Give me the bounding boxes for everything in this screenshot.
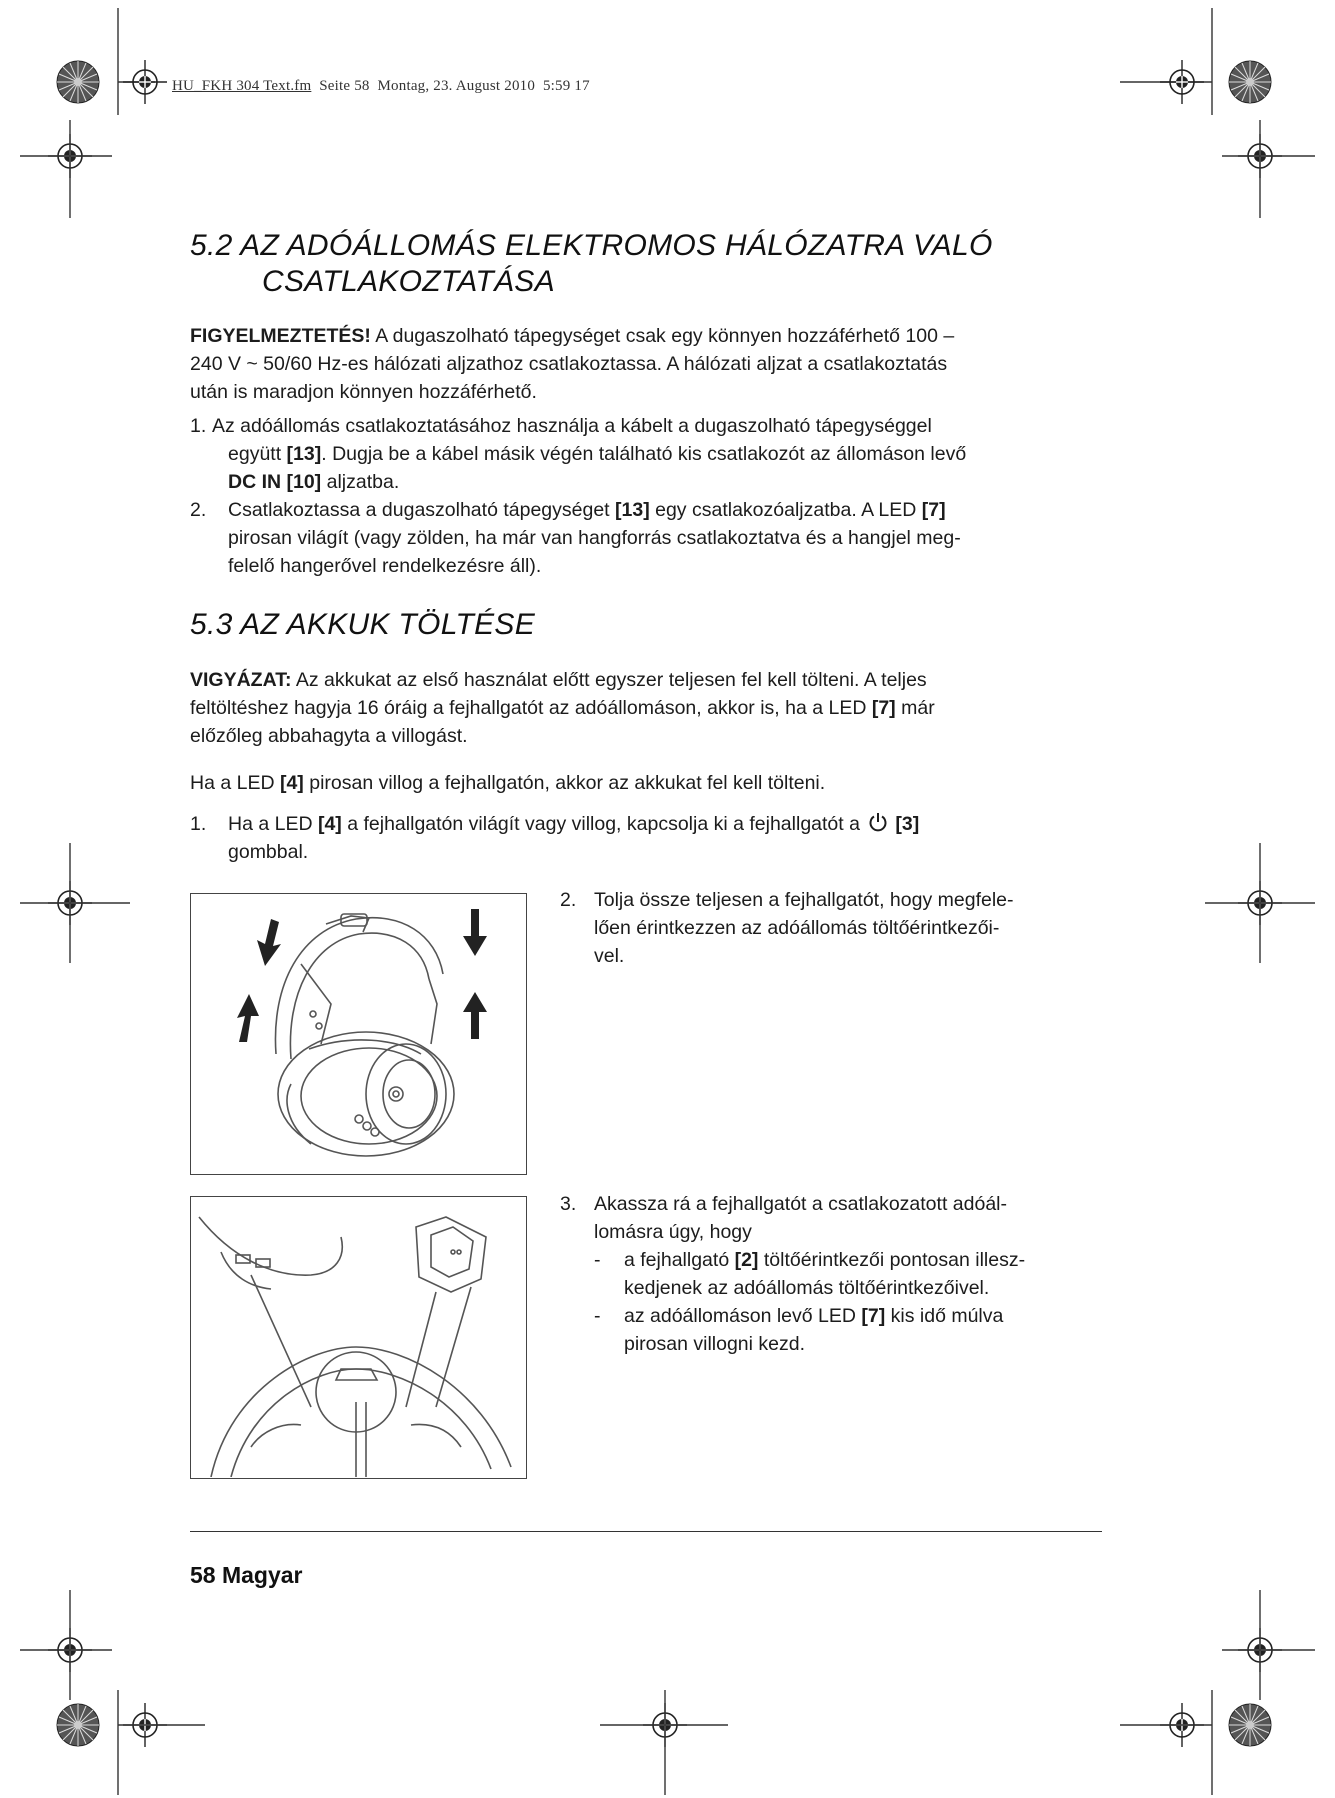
figure-headphones-folding xyxy=(190,893,527,1175)
caution-paragraph: VIGYÁZAT: Az akkukat az első használat előtt egyszer teljesen fel kell tölteni. A teljes feltöltéshez hagyja 16 óráig a fejhallgatót az adóállomáson, akkor is, ha a LED [7] már előzőleg abbahagyta a villogást. xyxy=(190,669,935,747)
section-52-number: 5.2 xyxy=(190,229,233,262)
color-calibration-wheel-icon xyxy=(1229,61,1271,103)
step-number: 1. xyxy=(190,813,207,835)
color-calibration-wheel-icon xyxy=(1229,1704,1271,1746)
figure-headphones-on-station xyxy=(190,1196,527,1479)
warning-text-2: 240 V ~ 50/60 Hz-es hálózati aljzathoz csatlakoztassa. A hálózati aljzat a csatlakoztatás xyxy=(190,353,948,375)
section-53-step-1 xyxy=(190,810,1110,866)
step-text-3: vel. xyxy=(594,945,625,967)
step-text-2: lomásra úgy, hogy xyxy=(594,1221,752,1243)
warning-text-3: után is maradjon könnyen hozzáférhető. xyxy=(190,381,537,403)
page-footer-label: 58 Magyar xyxy=(190,1562,303,1588)
section-52-step-2 xyxy=(190,496,1110,580)
section-53-heading xyxy=(190,607,535,643)
step-text-3: felelő hangerővel rendelkezésre áll). xyxy=(228,555,542,577)
section-52-title-line2: CSATLAKOZTATÁSA xyxy=(262,265,555,298)
step-text-1: Csatlakoztassa a dugaszolható tápegységet [13] egy csatlakozóaljzatba. A LED [7] xyxy=(228,499,946,521)
bullet-item: - az adóállomáson levő LED [7] kis idő múlva pirosan villogni kezd. xyxy=(594,1305,1004,1355)
section-53-number: 5.3 xyxy=(190,608,233,641)
slug-file: HU_FKH 304 Text.fm xyxy=(172,78,312,94)
section-52-title-line1: AZ ADÓÁLLOMÁS ELEKTROMOS HÁLÓZATRA VALÓ xyxy=(240,229,993,262)
step-text-2: együtt [13]. Dugja be a kábel másik végén található kis csatlakozót az állomáson levő xyxy=(228,443,967,465)
slug-time: 5:59 17 xyxy=(542,78,590,94)
color-calibration-wheel-icon xyxy=(57,61,99,103)
step-text-1: Ha a LED [4] a fejhallgatón világít vagy villog, kapcsolja ki a fejhallgatót a [3] xyxy=(228,813,920,835)
step-text-1: Az adóállomás csatlakoztatásához használja a kábelt a dugaszolható tápegységgel xyxy=(212,415,932,437)
step-number: 2. xyxy=(190,499,207,521)
step-number: 3. xyxy=(560,1193,577,1215)
section-53-step-2 xyxy=(560,886,1100,976)
warning-paragraph xyxy=(190,322,1110,406)
section-52-heading xyxy=(190,228,993,264)
headphones-illustration xyxy=(191,894,525,1173)
station-illustration xyxy=(191,1197,525,1477)
step-text-1: Tolja össze teljesen a fejhallgatót, hogy megfele- xyxy=(594,889,1014,911)
footer-rule xyxy=(190,1531,1102,1532)
step-text-2: gombbal. xyxy=(228,841,309,863)
step-number: 1. xyxy=(190,415,207,437)
section-53-title: AZ AKKUK TÖLTÉSE xyxy=(240,608,536,641)
section-52-step-1 xyxy=(190,412,1110,496)
slug-page: Seite 58 xyxy=(319,78,370,94)
bullet-item: - a fejhallgató [2] töltőérintkezői pontosan illesz- kedjenek az adóállomás töltőérintkezőivel. xyxy=(594,1249,1026,1299)
registration-mark-icon xyxy=(123,60,167,104)
step-text-2: pirosan világít (vagy zölden, ha már van hangforrás csatlakoztatva és a hangjel meg- xyxy=(228,527,961,549)
step-text-1: Akassza rá a fejhallgatót a csatlakozatott adóál- xyxy=(594,1193,1007,1215)
caution-label: VIGYÁZAT: xyxy=(190,669,292,691)
print-slug-line xyxy=(172,78,590,95)
power-icon xyxy=(867,811,889,833)
warning-label: FIGYELMEZTETÉS! xyxy=(190,325,371,347)
warning-text-1: A dugaszolható tápegységet csak egy könnyen hozzáférhető 100 – xyxy=(370,325,955,347)
step-number: 2. xyxy=(560,889,577,911)
led-paragraph: Ha a LED [4] pirosan villog a fejhallgatón, akkor az akkukat fel kell tölteni. xyxy=(190,772,826,794)
registration-mark-icon xyxy=(1160,60,1204,104)
section-52-heading-cont xyxy=(262,264,555,300)
section-53-step-3 xyxy=(560,1190,1100,1360)
color-calibration-wheel-icon xyxy=(57,1704,99,1746)
slug-date: Montag, 23. August 2010 xyxy=(377,78,536,94)
step-text-3: DC IN [10] aljzatba. xyxy=(228,471,400,493)
step-text-2: lően érintkezzen az adóállomás töltőérintkezői- xyxy=(594,917,1000,939)
